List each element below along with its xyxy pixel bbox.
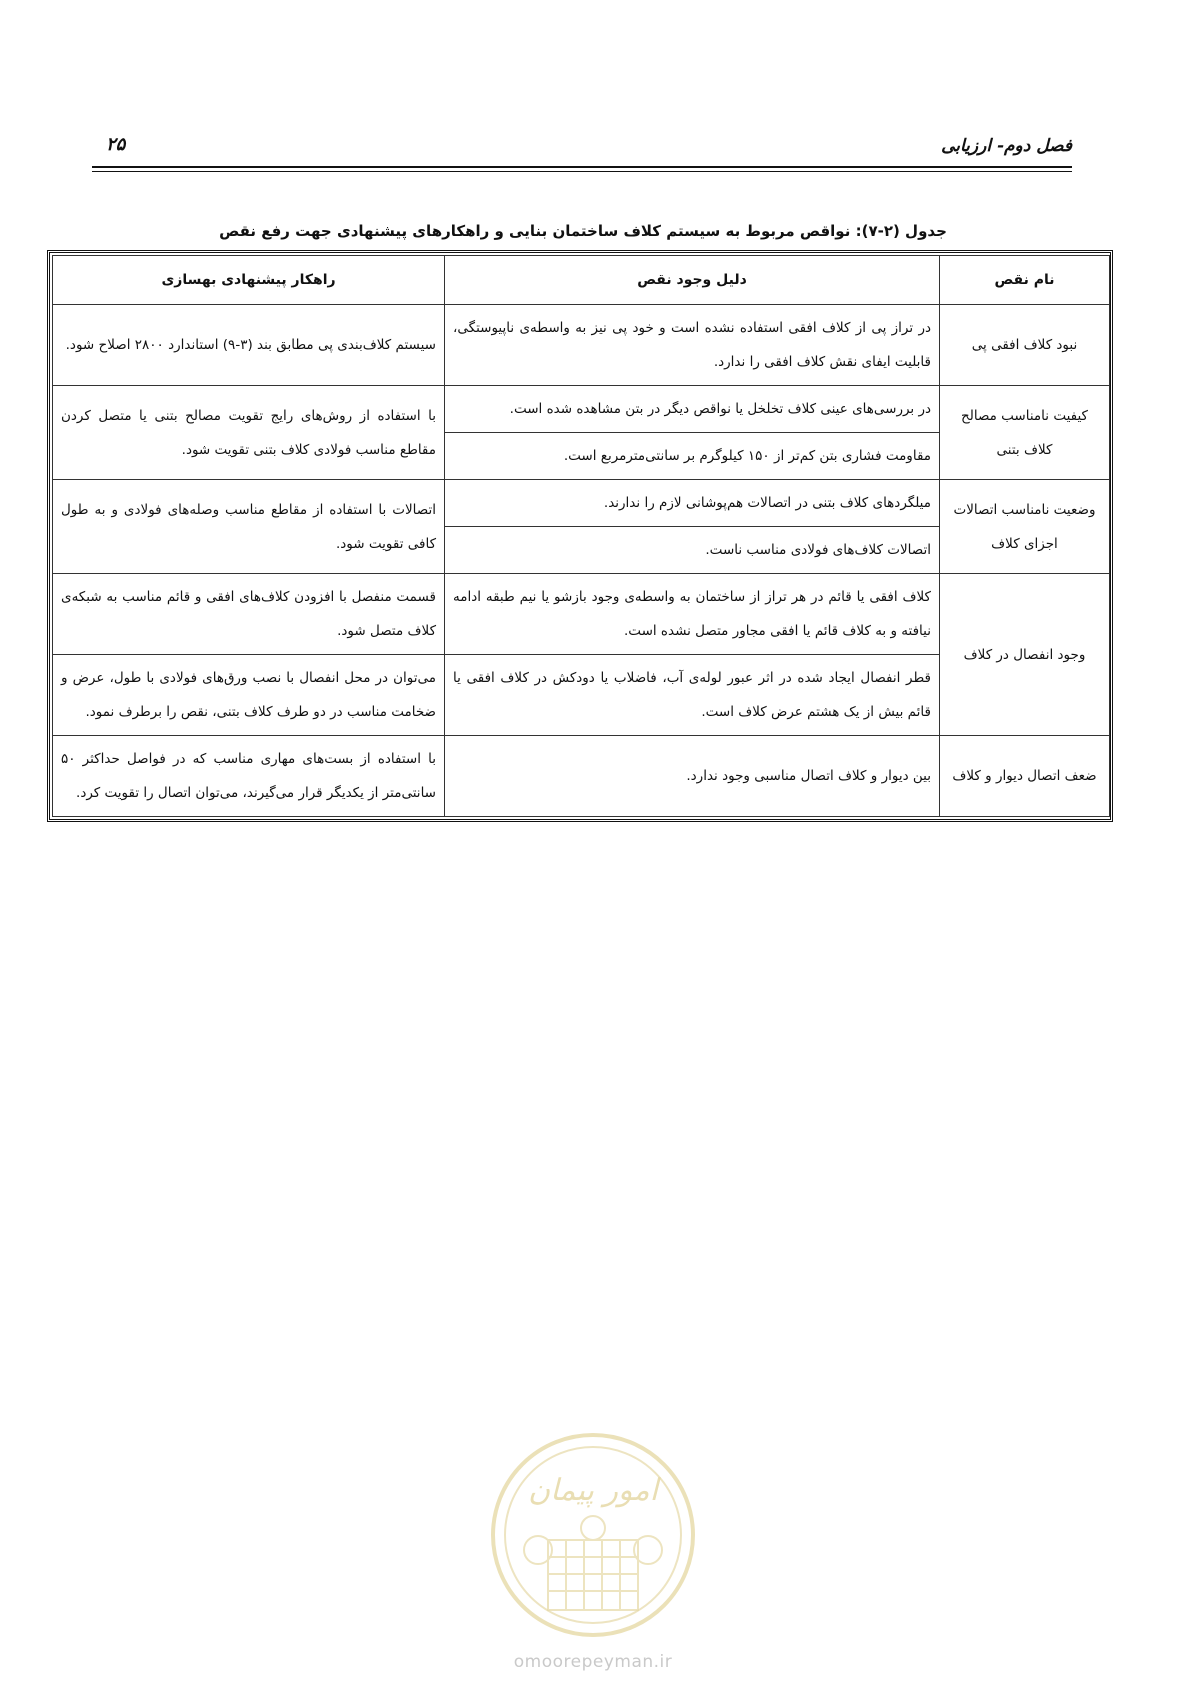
remedy-cell: با استفاده از روش‌های رایج تقویت مصالح بتنی یا متصل کردن مقاطع مناسب فولادی کلاف بتنی تقویت شود. [53,386,445,480]
watermark-seal-icon [478,1420,708,1650]
page-header [92,130,1072,170]
table-row [53,386,1110,433]
remedy-cell: قسمت منفصل با افزودن کلاف‌های افقی و قائم مناسب به شبکه‌ی کلاف متصل شود. [53,574,445,655]
column-header-remedy: راهکار پیشنهادی بهسازی [53,256,445,305]
table-caption: جدول (۲-۷): نواقص مربوط به سیستم کلاف ساختمان بنایی و راهکارهای پیشنهادی جهت رفع نقص [219,222,947,240]
table-header-row [53,256,1110,305]
defect-name-cell: وضعیت نامناسب اتصالات اجزای کلاف [940,480,1110,574]
table-row [53,574,1110,655]
remedy-cell: سیستم کلاف‌بندی پی مطابق بند (۳-۹) استاندارد ۲۸۰۰ اصلاح شود. [53,305,445,386]
column-header-defect-reason: دلیل وجود نقص [445,256,940,305]
table-row [53,736,1110,817]
remedy-cell: می‌توان در محل انفصال با نصب ورق‌های فولادی با طول، عرض و ضخامت مناسب در دو طرف کلاف بتنی، نقص را برطرف نمود. [53,655,445,736]
defect-name-cell: نبود کلاف افقی پی [940,305,1110,386]
defect-name-cell: وجود انفصال در کلاف [940,574,1110,736]
remedy-cell: اتصالات با استفاده از مقاطع مناسب وصله‌های فولادی و به طول کافی تقویت شود. [53,480,445,574]
defect-reason-cell: قطر انفصال ایجاد شده در اثر عبور لوله‌ی آب، فاضلاب یا دودکش در کلاف افقی یا قائم بیش از یک هشتم عرض کلاف است. [445,655,940,736]
table-frame [47,250,1113,822]
defect-reason-cell: بین دیوار و کلاف اتصال مناسبی وجود ندارد. [445,736,940,817]
defect-name-cell: ضعف اتصال دیوار و کلاف [940,736,1110,817]
table-row [53,480,1110,527]
chapter-title: فصل دوم- ارزیابی [941,136,1072,156]
defect-reason-cell: میلگردهای کلاف بتنی در اتصالات هم‌پوشانی لازم را ندارند. [445,480,940,527]
defect-name-cell: کیفیت نامناسب مصالح کلاف بتنی [940,386,1110,480]
watermark-logo [478,1420,708,1670]
defect-reason-cell: اتصالات کلاف‌های فولادی مناسب ناست. [445,527,940,574]
remedy-cell: با استفاده از بست‌های مهاری مناسب که در فواصل حداکثر ۵۰ سانتی‌متر از یکدیگر قرار می‌گیرند، می‌توان اتصال را تقویت کرد. [53,736,445,817]
defect-reason-cell: در تراز پی از کلاف افقی استفاده نشده است و خود پی نیز به واسطه‌ی ناپیوستگی، قابلیت ایفای نقش کلاف افقی را ندارد. [445,305,940,386]
defects-table [52,255,1110,817]
column-header-defect-name: نام نقص [940,256,1110,305]
watermark-site: omoorepeyman.ir [513,1652,673,1672]
page-number: ۲۵ [106,134,126,155]
defect-reason-cell: کلاف افقی یا قائم در هر تراز از ساختمان به واسطه‌ی وجود بازشو یا نیم طبقه ادامه نیافته و به کلاف قائم یا افقی مجاور متصل نشده است. [445,574,940,655]
table-row [53,305,1110,386]
defect-reason-cell: مقاومت فشاری بتن کم‌تر از ۱۵۰ کیلوگرم بر سانتی‌مترمربع است. [445,433,940,480]
header-rule [92,166,1072,168]
defect-reason-cell: در بررسی‌های عینی کلاف تخلخل یا نواقص دیگر در بتن مشاهده شده است. [445,386,940,433]
header-rule-thin [92,171,1072,172]
watermark-logo-text: امور پیمان [528,1473,658,1508]
